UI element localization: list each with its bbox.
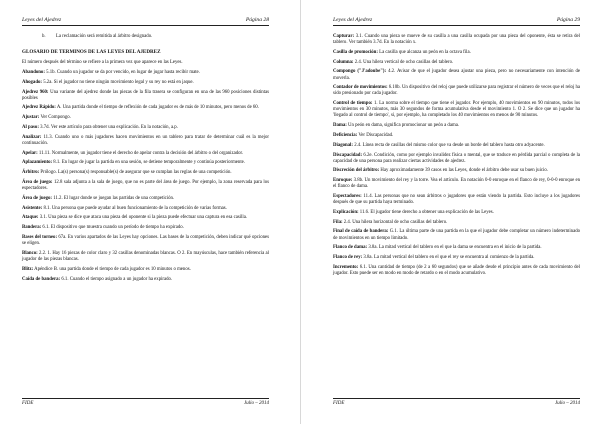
glossary-entries xyxy=(333,34,580,277)
glossary-term: Final de caída de bandera: xyxy=(333,229,389,235)
glossary-term: Área de juego: xyxy=(22,179,53,185)
glossary-entry xyxy=(333,143,580,149)
glossary-definition: Un peón en dama, significa promocionar un peón a dama. xyxy=(346,123,460,129)
glossary-definition: 2.4. Una hilera horizontal de ocho casillas del tablero. xyxy=(342,219,448,225)
glossary-term: Ajustar: xyxy=(22,115,40,121)
glossary-definition: G.1. La última parte de una partida en la que el jugador debe completar un número indeterminado de movimientos en un tiempo limitado. xyxy=(333,229,580,241)
footer-date: Julio – 2014 xyxy=(244,401,269,406)
glossary-entry xyxy=(22,215,269,221)
glossary-term: Abandono: xyxy=(22,69,45,75)
glossary-entry xyxy=(22,70,269,76)
glossary-definition: El número después del término se refiere a la primera vez que aparece en las Leyes. xyxy=(22,60,183,66)
glossary-definition: 2.2. 1. Hay 16 piezas de color claro y 32 casillas denominadas blancas. O 2. En mayúsculas, hace también referencia al jugador de las piezas blancas. xyxy=(22,250,269,262)
glossary-definition: 6.1. El dispositivo que muestra cuando un período de tiempo ha expirado. xyxy=(41,225,184,231)
glossary-term: Ahogado: xyxy=(22,79,42,85)
glossary-entry xyxy=(333,50,580,56)
glossary-definition: 3.8a. La mitad vertical del tablero en el que la dama se encuentra en el inicio de la partida. xyxy=(367,245,542,251)
glossary-entry xyxy=(333,168,580,174)
glossary-definition: 11.2. El lugar donde se juegan las partidas de una competición. xyxy=(52,195,175,201)
page-body xyxy=(22,34,269,286)
glossary-entry xyxy=(22,60,269,66)
footer-org: FIDE xyxy=(333,401,345,406)
list-text: La reclamación será remitida al árbitro designado. xyxy=(56,34,153,39)
glossary-definition: Hay aproximadamente 39 casos en las Leyes, donde el árbitro debe usar su buen juicio. xyxy=(379,168,548,174)
glossary-term: Analizar: xyxy=(22,134,42,140)
glossary-entry xyxy=(22,160,269,166)
glossary-definition: 2.4. Una hilera vertical de ocho casillas del tablero. xyxy=(353,59,454,65)
glossary-term: Apelar: xyxy=(22,150,38,156)
glossary-entry xyxy=(333,210,580,216)
glossary-definition: 6.2e. Condición, como por ejemplo invalidez física o mental, que se traduce en pérdida parcial o completa de la capacidad de una persona para realizar ciertas actividades de ajedrez. xyxy=(333,152,580,164)
page-header xyxy=(22,14,269,26)
glossary-definition: 5.2a. Si el jugador no tiene ningún movimiento legal y su rey no está en jaque. xyxy=(42,79,194,85)
header-title: Leyes del Ajedrez xyxy=(333,17,373,23)
page-footer xyxy=(22,398,269,408)
glossary-term: Asistente: xyxy=(22,205,43,211)
glossary-definition: 6.10b. Un dispositivo del reloj que puede utilizarse para registrar el número de veces que el reloj ha sido presionado por cada jugador. xyxy=(333,85,580,97)
glossary-term: Ajedrez Rápido: xyxy=(22,105,56,111)
page-footer xyxy=(333,398,580,408)
page-29 xyxy=(300,0,600,424)
glossary-term: Deficiencia: xyxy=(333,132,358,138)
glossary-entry xyxy=(22,180,269,192)
glossary-definition: 67a. En varios apartados de las Leyes hay opciones. Las bases de la competición, deben indicar qué opciones se eligen. xyxy=(22,234,270,247)
glossary-term: Ataque: xyxy=(22,215,39,221)
glossary-definition: 2.4. Línea recta de casillas del mismo color que va desde un borde del tablero hasta otro adyacente. xyxy=(353,142,545,148)
glossary-entry xyxy=(22,170,269,176)
glossary-definition: 3.8b. Un movimiento del rey y la torre. Vea el artículo. En notación 0-0 enroque en el flanco de rey, 0-0-0 enroque en el flanco de dama. xyxy=(333,178,580,190)
glossary-term: Blanco: xyxy=(22,250,38,256)
glossary-entry xyxy=(22,235,269,247)
glossary-definition: 3.1. Una pieza se dice que ataca una pieza del oponente si la pieza puede efectuar una captura en esa casilla. xyxy=(38,215,248,221)
glossary-definition: 8.1. En lugar de jugar la partida en una sesión, se detiene temporalmente y continúa posteriormente. xyxy=(52,160,245,166)
glossary-entry xyxy=(22,125,269,131)
glossary-term: Bases del torneo: xyxy=(22,234,58,240)
glossary-entry xyxy=(333,60,580,66)
glossary-term: Fila: xyxy=(333,219,343,225)
glossary-entry xyxy=(22,115,269,121)
glossary-entry xyxy=(22,225,269,231)
glossary-heading: GLOSARIO DE TERMINOS DE LAS LEYES DEL AJEDREZ xyxy=(22,49,161,56)
glossary-term: Contador de movimientos: xyxy=(333,85,388,91)
glossary-term: Incremento: xyxy=(333,264,359,270)
glossary-term: Aplazamiento: xyxy=(22,160,53,166)
glossary-definition: 6.1. Una cantidad de tiempo (de 2 a 60 segundos) que se añade desde el principio antes de cada movimiento del jugador. Esto puede ser en modo en modo de retardo o en el modo acumulativo. xyxy=(333,264,580,276)
glossary-term: Discapacidad: xyxy=(333,152,363,158)
glossary-definition: 4.2. Avisar de que el jugador desea ajustar una pieza, pero no necesariamente con intención de moverla. xyxy=(333,69,580,81)
header-page-number: Página 29 xyxy=(556,17,580,23)
glossary-entry xyxy=(333,85,580,97)
glossary-entry xyxy=(333,265,580,277)
glossary-term: Bandera: xyxy=(22,225,42,231)
glossary-term: Discreción del árbitro: xyxy=(333,168,380,174)
page-body xyxy=(333,34,580,281)
list-item-b xyxy=(22,34,269,40)
glossary-entry xyxy=(22,251,269,263)
glossary-definition: Apéndice B. una partida donde el tiempo de cada jugador es 10 minutos o menos. xyxy=(33,266,191,272)
footer-date: Julio – 2014 xyxy=(555,401,580,406)
glossary-entry xyxy=(333,123,580,129)
page-header xyxy=(333,14,580,26)
glossary-entry xyxy=(333,178,580,190)
glossary-term: Control de tiempo: xyxy=(333,101,373,107)
glossary-definition: 3.8a. La mitad vertical del tablero en el que el rey se encuentra al comienzo de la partida. xyxy=(362,255,535,261)
glossary-term: Caída de bandera: xyxy=(22,276,61,282)
header-title: Leyes del Ajedrez xyxy=(22,17,62,23)
footer-org: FIDE xyxy=(22,401,34,406)
glossary-definition: 6.1. Cuando el tiempo asignado a un jugador ha expirado. xyxy=(60,276,173,282)
glossary-term: Blitz: xyxy=(22,266,34,272)
glossary-entry xyxy=(333,101,580,119)
glossary-definition: 5.1b. Cuando un jugador se da por vencido, en lugar de jugar hasta recibir mate. xyxy=(44,69,200,75)
glossary-definition: 11.11. Normalmente, un jugador tiene el derecho de apelar contra la decisión del árbitro o del organizador. xyxy=(37,150,244,156)
glossary-entry xyxy=(333,255,580,261)
glossary-term: Explicación: xyxy=(333,209,359,215)
glossary-term: Dama: xyxy=(333,123,347,129)
glossary-term: Flanco de rey: xyxy=(333,255,363,261)
glossary-entry xyxy=(333,133,580,139)
glossary-definition: A. Una partida donde el tiempo de reflexión de cada jugador es de más de 10 minutos, pero menos de 60. xyxy=(55,105,259,111)
glossary-entry xyxy=(333,229,580,241)
glossary-entry xyxy=(22,105,269,111)
glossary-definition: 11.6. El jugador tiene derecho a obtener una explicación de las Leyes. xyxy=(358,209,494,215)
glossary-term: Árbitro: xyxy=(22,170,40,176)
glossary-entry xyxy=(22,277,269,283)
glossary-definition: Prólogo. La(s) persona(s) responsable(s) de asegurar que se cumplan las reglas de una competición. xyxy=(39,170,232,176)
glossary-term: Al paso: xyxy=(22,124,39,130)
glossary-definition: 11.3. Cuando uno o más jugadores hacen movimientos en un tablero para tratar de determinar cuál es la mejor continuación. xyxy=(22,134,269,146)
glossary-term: Capturar: xyxy=(333,34,355,39)
glossary-definition: 8.1. Una persona que puede ayudar al buen funcionamiento de la competición de varias formas. xyxy=(42,205,227,211)
glossary-definition: 3.1. Cuando una pieza se mueve de su casilla a una casilla ocupada por una pieza del oponente, ésta se retira del tablero. Ver también 3.7d. En la notación x. xyxy=(333,34,580,46)
glossary-entry xyxy=(333,245,580,251)
glossary-entry xyxy=(22,267,269,273)
glossary-entry xyxy=(22,151,269,157)
glossary-entry xyxy=(333,153,580,165)
glossary-term: Flanco de dama: xyxy=(333,245,368,251)
glossary-entry xyxy=(333,220,580,226)
glossary-term: Enroque: xyxy=(333,178,353,184)
glossary-definition: La casilla que alcanza un peón en la octava fila. xyxy=(377,49,471,55)
glossary-term: Casilla de promoción: xyxy=(333,49,378,55)
header-page-number: Página 28 xyxy=(245,17,269,23)
glossary-definition: 3.7d. Ver este artículo para obtener una explicación. En la notación, a.p. xyxy=(38,124,178,130)
glossary-entries xyxy=(22,60,269,282)
glossary-term: Ajedrez 960: xyxy=(22,89,49,95)
glossary-term: Columna: xyxy=(333,59,354,65)
glossary-entry xyxy=(22,196,269,202)
glossary-entry xyxy=(333,194,580,206)
glossary-term: Diagonal: xyxy=(333,142,353,148)
glossary-entry xyxy=(22,80,269,86)
glossary-entry xyxy=(333,34,580,46)
list-label: b. xyxy=(42,34,46,39)
glossary-entry xyxy=(333,69,580,81)
glossary-entry xyxy=(22,206,269,212)
glossary-definition: Ver Discapacidad. xyxy=(357,132,394,138)
glossary-definition: Ver Compongo. xyxy=(39,115,71,121)
glossary-definition: 12.8 sala adjunta a la sala de juego, que no es parte del área de juego. Por ejemplo, la zona reservada para los espectadores. xyxy=(22,179,269,192)
glossary-term: Compongo ("J'adoube"): xyxy=(333,69,387,75)
glossary-definition: 1. La norma sobre el tiempo que tiene el jugador. Por ejemplo, 40 movimientos en 90 minutos, todos los movimientos en 30 minutos, más 30 segundos de forma acumulativa desde el movimiento 1. O 2. Se dice que un jugador ha 'llegado al control de tiempo', si, por ejemplo, ha completado los 40 movimientos en menos de 90 minutos. xyxy=(333,101,580,119)
glossary-definition: Una variante del ajedrez donde las piezas de la fila trasera se configuran en una de las 960 posiciones distintas posibles xyxy=(22,89,269,101)
glossary-definition: 11.4. Las personas que no sean árbitros o jugadores que están viendo la partida. Esto incluye a los jugadores después de que su partida haya terminado. xyxy=(333,194,580,206)
glossary-entry xyxy=(22,135,269,147)
glossary-term: Área de juego: xyxy=(22,195,53,201)
glossary-entry xyxy=(22,90,269,102)
glossary-term: Espectadores: xyxy=(333,194,362,200)
